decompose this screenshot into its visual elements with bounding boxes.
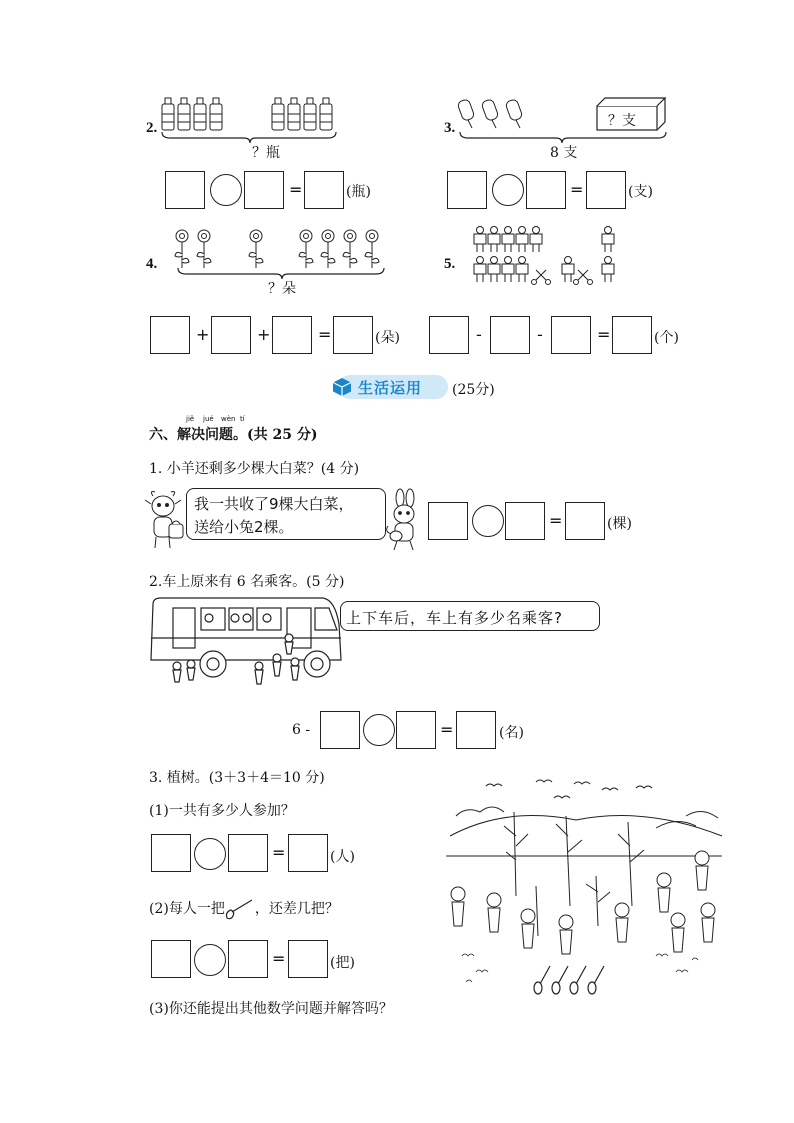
p3-sub2	[149, 898, 339, 920]
q2-answer-box-3[interactable]	[304, 171, 344, 209]
q5-number: 5.	[444, 256, 456, 272]
shovel-icon	[225, 898, 255, 920]
p2-equals: =	[440, 720, 454, 739]
q5-answer-box-2[interactable]	[490, 316, 530, 354]
p1-answer-box-1[interactable]	[428, 502, 468, 540]
p3b-unit: (把)	[330, 955, 355, 971]
q4-answer-box-2[interactable]	[211, 316, 251, 354]
q3-answer-box-2[interactable]	[526, 171, 566, 209]
q5-answer-box-3[interactable]	[551, 316, 591, 354]
section-title: 生活运用	[358, 379, 423, 397]
q2-brace-label: ？瓶	[252, 145, 280, 161]
q5-minus-1: -	[476, 325, 482, 344]
pinyin-3: wèn	[221, 415, 236, 423]
p2-answer-box-3[interactable]	[456, 711, 496, 749]
p3b-answer-box-3[interactable]	[288, 940, 328, 978]
part6-prefix: 六、	[149, 427, 177, 443]
q3-equals: =	[570, 180, 584, 199]
q2-answer-box-2[interactable]	[244, 171, 284, 209]
part6-score: (共 25 分)	[247, 427, 318, 443]
p1-operator-circle[interactable]	[472, 505, 504, 537]
q3-number: 3.	[444, 120, 456, 136]
q5-unit: (个)	[654, 330, 679, 346]
q2-operator-circle[interactable]	[210, 174, 242, 206]
p1-answer-box-2[interactable]	[505, 502, 545, 540]
q3-box-label: ？支	[608, 113, 636, 129]
q5-answer-box-1[interactable]	[429, 316, 469, 354]
p3b-equals: =	[272, 949, 286, 968]
q4-answer-box-3[interactable]	[272, 316, 312, 354]
q3-answer-box-3[interactable]	[586, 171, 626, 209]
q2-answer-box-1[interactable]	[165, 171, 205, 209]
q4-answer-box-4[interactable]	[333, 316, 373, 354]
q4-plus-1: +	[196, 325, 210, 344]
p3a-answer-box-1[interactable]	[151, 834, 191, 872]
q5-minus-2: -	[537, 325, 543, 344]
q2-equals: =	[289, 180, 303, 199]
q4-equals: =	[318, 325, 332, 344]
p1-unit: (棵)	[607, 516, 632, 532]
p2-prefix: 6 -	[292, 722, 311, 738]
p3a-equals: =	[272, 843, 286, 862]
rabbit-illustration	[382, 490, 426, 554]
q4-number: 4.	[146, 256, 158, 272]
q5-equals: =	[597, 325, 611, 344]
q2-brace	[160, 130, 340, 144]
p3b-answer-box-2[interactable]	[228, 940, 268, 978]
popsicles-illustration	[458, 96, 548, 130]
p2-unit: (名)	[499, 725, 524, 741]
p2-title: 2.车上原来有 6 名乘客。(5 分)	[149, 574, 345, 590]
pinyin-2: jué	[203, 415, 214, 423]
q3-operator-circle[interactable]	[492, 174, 524, 206]
p2-answer-box-2[interactable]	[396, 711, 436, 749]
p3-sub2-b: ，还差几把？	[254, 901, 339, 917]
p1-title: 1. 小羊还剩多少棵大白菜？(4 分)	[149, 461, 360, 477]
q4-plus-2: +	[257, 325, 271, 344]
paper-people-illustration	[474, 226, 624, 286]
q4-brace-label: ？朵	[268, 281, 296, 297]
p2-answer-box-1[interactable]	[320, 711, 360, 749]
cube-icon	[332, 377, 352, 397]
pinyin-1: jiě	[186, 415, 195, 423]
p1-bubble-line2: 送给小兔2棵。	[194, 518, 294, 536]
q5-answer-box-4[interactable]	[612, 316, 652, 354]
q4-answer-box-1[interactable]	[150, 316, 190, 354]
p3b-operator-circle[interactable]	[194, 944, 226, 976]
section-score: (25分)	[452, 382, 495, 398]
p1-answer-box-3[interactable]	[565, 502, 605, 540]
bottles-illustration	[160, 96, 340, 132]
goat-illustration	[145, 490, 187, 552]
p3a-answer-box-3[interactable]	[288, 834, 328, 872]
p3a-unit: (人)	[330, 849, 355, 865]
q3-brace-label: 8 支	[550, 145, 578, 161]
tree-planting-illustration	[446, 776, 726, 998]
p3-sub2-a: (2)每人一把	[149, 901, 225, 917]
p2-bubble-text: 上下车后，车上有多少名乘客?	[346, 609, 563, 627]
bus-illustration	[147, 596, 343, 692]
part6-heading	[149, 424, 317, 444]
p1-bubble-line1: 我一共收了9棵大白菜，	[194, 495, 354, 513]
p3-title: 3. 植树。(3＋3＋4＝10 分)	[149, 770, 325, 786]
p3a-operator-circle[interactable]	[194, 838, 226, 870]
part6-main: 解决问题。	[177, 427, 247, 443]
p1-equals: =	[549, 511, 563, 530]
p3-sub1: (1)一共有多少人参加？	[149, 803, 295, 819]
pinyin-4: tí	[240, 415, 245, 423]
p3-sub3: (3)你还能提出其他数学问题并解答吗？	[149, 1001, 393, 1017]
q2-number: 2.	[146, 120, 158, 136]
p3b-answer-box-1[interactable]	[151, 940, 191, 978]
q3-answer-box-1[interactable]	[447, 171, 487, 209]
q2-unit: (瓶)	[346, 184, 371, 200]
p2-operator-circle[interactable]	[363, 714, 395, 746]
q4-unit: (朵)	[375, 330, 400, 346]
p3a-answer-box-2[interactable]	[228, 834, 268, 872]
q3-unit: (支)	[628, 184, 653, 200]
